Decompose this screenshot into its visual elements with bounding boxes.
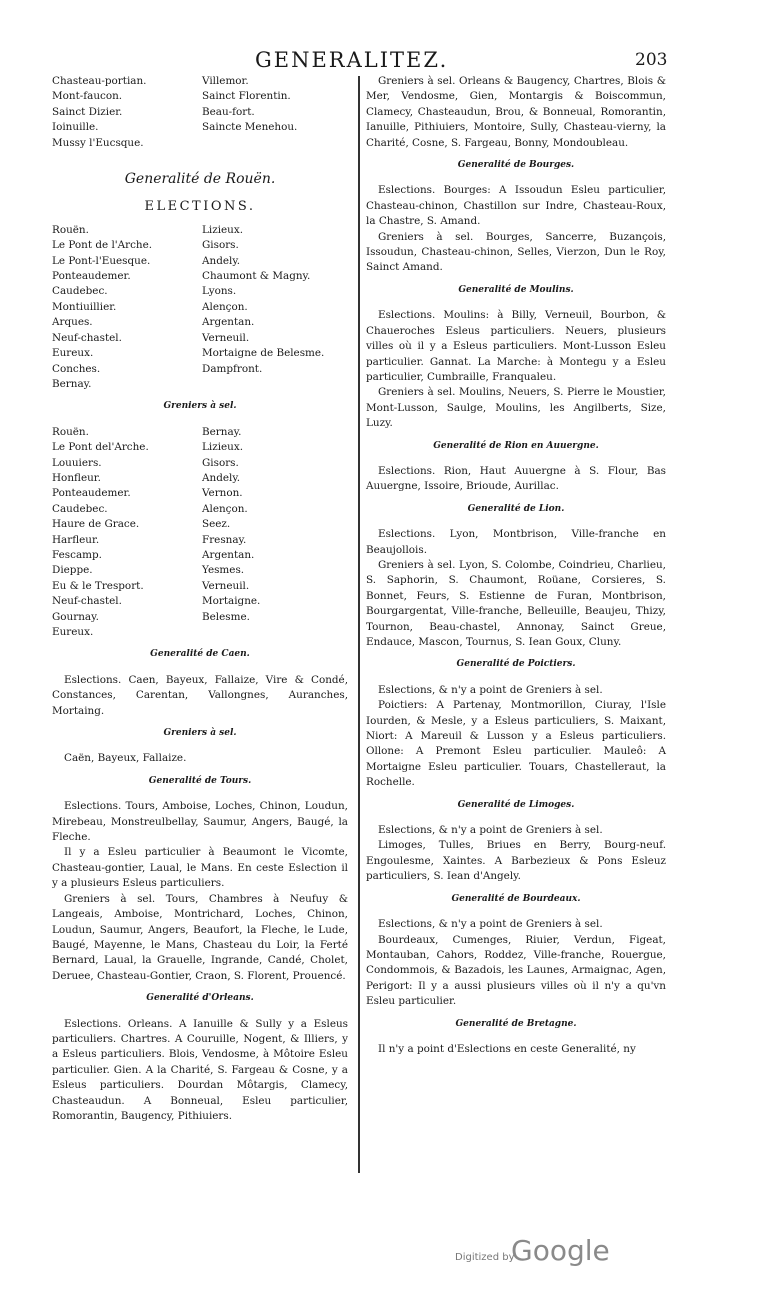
list-item: Caudebec. Lyons. (52, 285, 237, 298)
running-title: GENERALITEZ. (255, 48, 449, 72)
list-item: Rouën. Lizieux. (52, 223, 244, 236)
section-heading-poictiers: Generalité de Poictiers. (456, 659, 576, 670)
section-heading-limoges: Generalité de Limoges. (457, 799, 575, 810)
paragraph: Eslections. Rion, Haut Auuergne à S. Flour, Bas Auuergne, Issoire, Brioude, Aurillac. (366, 464, 666, 493)
list-item: Conches. Dampfront. (52, 362, 263, 375)
list-item: Ponteaudemer. Chaumont & Magny. (52, 270, 311, 283)
list-item: Fescamp. Argentan. (52, 548, 255, 561)
list-item: Rouën. Bernay. (52, 425, 242, 438)
left-column (52, 74, 348, 1124)
right-column (366, 74, 666, 1057)
list-item: Harfleur. Fresnay. (52, 533, 247, 546)
paragraph: Il y a Esleu particulier à Beaumont le Vicomte, Chasteau-gontier, Laual, le Mans. En ceste Eslection il y a plusieurs Esleus particuliers. (52, 846, 348, 890)
paragraph: Eslections. Moulins: à Billy, Verneuil, Bourbon, & Chaueroches Esleus particuliers. Neuers, plusieurs villes où il y a Esleus particuliers. Mont-Lusson Esleu particulier. Gannat. La Marche: à Montegu y a Esleu particulier, Cumbraille, Franqualeu. (366, 309, 666, 383)
list-item: Honfleur. Andely. (52, 471, 241, 484)
paragraph: Eslections, & n'y a point de Greniers à sel. (378, 824, 603, 837)
paragraph: Eslections. Bourges: A Issoudun Esleu particulier, Chasteau-chinon, Chastillon sur Indre, Chasteau-Roux, la Chastre, S. Amand. (366, 184, 666, 228)
section-heading-tours: Generalité de Tours. (148, 775, 252, 786)
list-item: Caudebec. Alençon. (52, 502, 248, 515)
list-item: Le Pont de l'Arche. Gisors. (52, 239, 239, 252)
paragraph: Caën, Bayeux, Fallaize. (64, 752, 187, 765)
section-heading-bourges: Generalité de Bourges. (457, 160, 575, 171)
google-logo: Google (511, 1234, 610, 1267)
list-item: Eureux. Mortaigne de Belesme. (52, 347, 325, 360)
section-subheading: Greniers à sel. (163, 401, 237, 412)
list-item: Eureux. (52, 626, 94, 638)
paragraph: Eslections. Tours, Amboise, Loches, Chinon, Loudun, Mirebeau, Monstreulbellay, Saumur, Angers, Baugé, la Fleche. (52, 800, 348, 844)
paragraph: Greniers à sel. Moulins, Neuers, S. Pierre le Moustier, Mont-Lusson, Saulge, Moulins, les Angilberts, Size, Luzy. (366, 386, 666, 430)
column-rule (358, 76, 360, 1173)
paragraph: Poictiers: A Partenay, Montmorillon, Ciuray, l'Isle Iourden, & Mesle, y a Esleus particuliers, S. Maixant, Niort: A Mareuil & Lusson y a Esleus particuliers. Ollone: A Premont Esleu particulier. Mauleô: A Mortaigne Esleu particulier. Touars, Chastelleraut, la Rochelle. (366, 699, 666, 789)
page-header (0, 48, 766, 72)
paragraph: Greniers à sel. Bourges, Sancerre, Buzançois, Issoudun, Chasteau-chinon, Selles, Vierzon, Dun le Roy, Sainct Amand. (366, 230, 666, 274)
paragraph: Eslections, & n'y a point de Greniers à sel. (378, 683, 603, 696)
elections-heading: ELECTIONS. (144, 199, 256, 215)
digitized-by-label: Digitized by (455, 1252, 515, 1263)
section-heading-bretagne: Generalité de Bretagne. (455, 1018, 577, 1029)
paragraph: Il n'y a point d'Eslections en ceste Generalité, ny (378, 1042, 636, 1055)
list-item: Neuf-chastel. Verneuil. (52, 331, 250, 344)
list-item: Montiuillier. Alençon. (52, 300, 248, 313)
list-item: Mussy l'Eucsque. (52, 136, 144, 149)
list-item: Le Pont-l'Euesque. Andely. (52, 254, 241, 267)
section-heading-lion: Generalité de Lion. (467, 503, 565, 514)
page-number: 203 (635, 50, 668, 70)
paragraph: Greniers à sel. Lyon, S. Colombe, Coindrieu, Charlieu, S. Saphorin, S. Chaumont, Roüane, Corsieres, S. Bonnet, Feurs, S. Estienne de Furan, Montbrison, Bourgargentat, Ville-franche, Belleuille, Beaujeu, Thizy, Tournon, Beau-chastel, Annonay, Sainct Greue, Endauce, Mascon, Tournus, S. Iean Goux, Cluny. (366, 558, 666, 648)
section-subheading: Greniers à sel. (163, 728, 237, 739)
list-item: Gournay. Belesme. (52, 610, 250, 623)
paragraph: Limoges, Tulles, Briues en Berry, Bourg-neuf. Engoulesme, Xaintes. A Barbezieux & Pons Esleuz particuliers, S. Iean d'Angely. (366, 839, 666, 883)
digitized-watermark (455, 1228, 655, 1268)
list-item: Chasteau-portian. Villemor. (52, 75, 249, 87)
paragraph: Eslections. Caen, Bayeux, Fallaize, Vire & Condé, Constances, Carentan, Vallongnes, Auranches, Mortaing. (52, 673, 348, 717)
list-item: Neuf-chastel. Mortaigne. (52, 595, 261, 608)
paragraph: Eslections. Orleans. A Ianuille & Sully y a Esleus particuliers. Chartres. A Couruille, Nogent, & Illiers, y a Esleus particuliers. Blois, Vendosme, à Môtoire Esleu particulier. Gien. A la Charité, S. Fargeau & Cosne, y a Esleus particuliers. Dourdan Môtargis, Clamecy, Chasteaudun. A Bonneual, Esleu particulier, Romorantin, Baugency, Pithiuiers. (52, 1017, 348, 1122)
paragraph: Eslections. Lyon, Montbrison, Ville-franche en Beaujollois. (366, 528, 666, 556)
section-heading-rouen: Generalité de Rouën. (124, 171, 276, 188)
list-item: Eu & le Tresport. Verneuil. (52, 579, 250, 592)
list-item: Sainct Dizier. Beau-fort. (52, 105, 255, 118)
list-item: Louuiers. Gisors. (52, 456, 239, 469)
section-heading-moulins: Generalité de Moulins. (458, 284, 574, 295)
list-item: Mont-faucon. Sainct Florentin. (52, 90, 291, 103)
list-item: Bernay. (52, 377, 92, 390)
paragraph: Greniers à sel. Orleans & Baugency, Chartres, Blois & Mer, Vendosme, Gien, Montargis & Boiscommun, Clamecy, Chasteaudun, Brou, & Bonneual, Romorantin, Ianuille, Pithiuiers, Montoire, Sully, Chasteau-vierny, la Charité, Cosne, S. Fargeau, Bonny, Mondoubleau. (366, 75, 666, 149)
paragraph: Bourdeaux, Cumenges, Riuier, Verdun, Figeat, Montauban, Cahors, Roddez, Ville-franche, Rouergue, Condommois, & Bazadois, les Launes, Armaignac, Agen, Perigort: Il y a aussi plusieurs villes où il n'y a qu'vn Esleu particulier. (366, 933, 666, 1008)
list-item: Ponteaudemer. Vernon. (52, 487, 243, 500)
list-item: Le Pont del'Arche. Lizieux. (52, 441, 244, 454)
section-heading-bordeaux: Generalité de Bourdeaux. (451, 893, 581, 904)
list-item: Haure de Grace. Seez. (52, 518, 231, 531)
list-item: Arques. Argentan. (52, 316, 255, 329)
section-heading-rion: Generalité de Rion en Auuergne. (433, 440, 599, 451)
paragraph: Eslections, & n'y a point de Greniers à sel. (378, 918, 603, 931)
section-heading-orleans: Generalité d'Orleans. (146, 993, 254, 1004)
list-item: Ioinuille. Saincte Menehou. (52, 121, 298, 134)
paragraph: Greniers à sel. Tours, Chambres à Neufuy & Langeais, Amboise, Montrichard, Loches, Chinon, Loudun, Saumur, Angers, Beaufort, la Fleche, le Lude, Baugé, Mayenne, le Mans, Chasteau du Loir, la Ferté Bernard, Laual, la Grauelle, Ingrande, Candé, Cholet, Deruee, Chasteau-Gontier, Craon, S. Florent, Prouencé. (52, 892, 348, 982)
section-heading-caen: Generalité de Caen. (150, 649, 250, 660)
list-item: Dieppe. Yesmes. (52, 564, 245, 577)
